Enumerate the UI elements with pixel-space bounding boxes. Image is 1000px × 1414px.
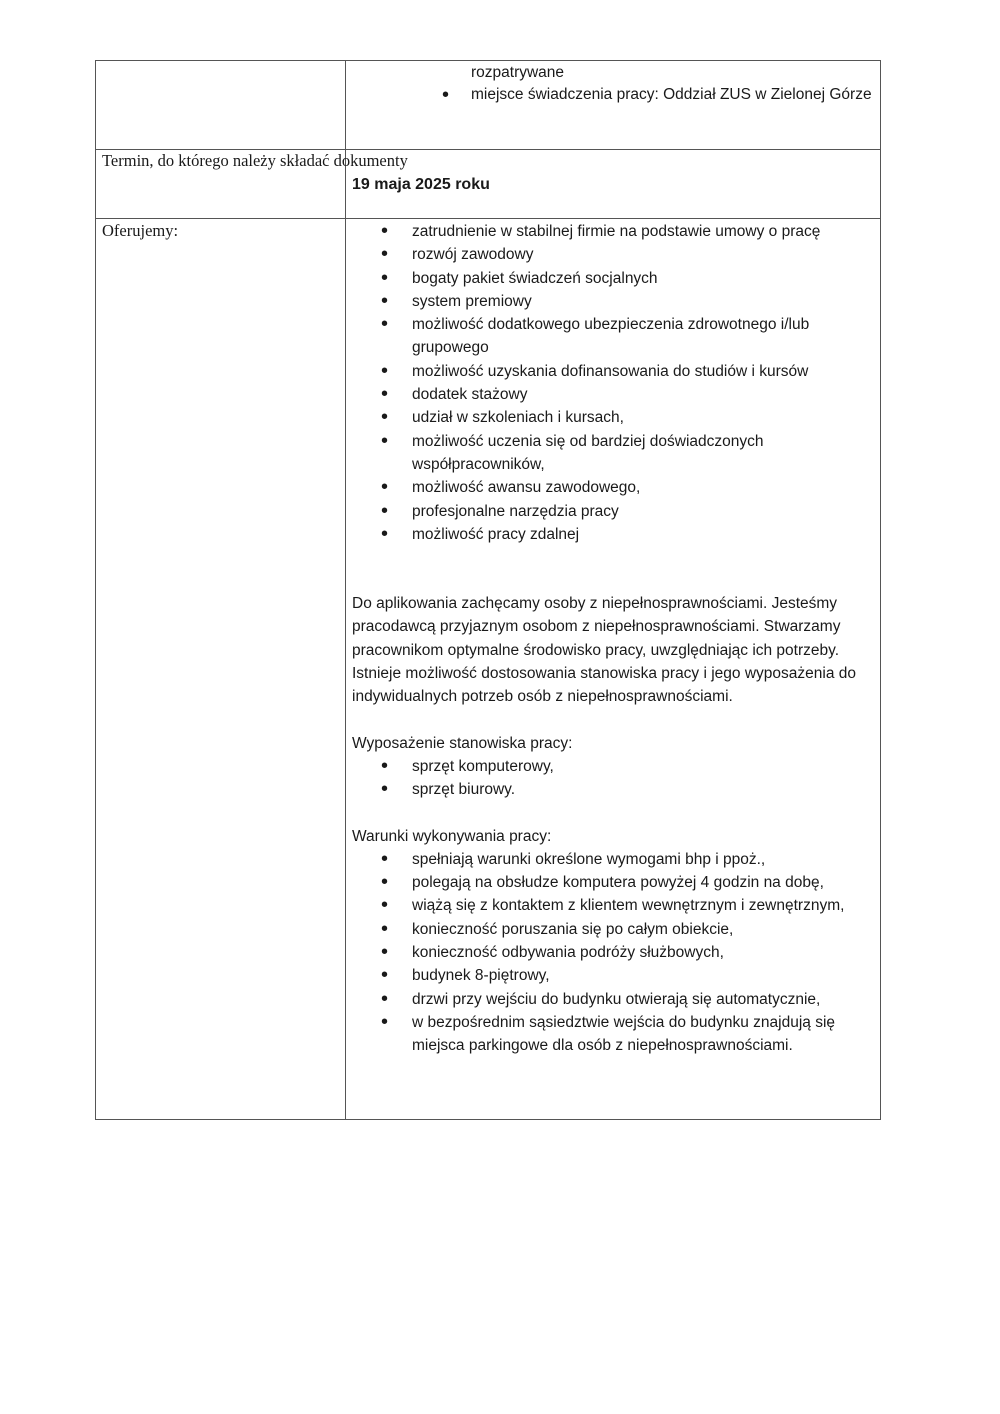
continuation-text: rozpatrywane [471, 64, 565, 81]
list-item: • drzwi przy wejściu do budynku otwierają się automatycznie, [352, 988, 878, 1011]
row-divider [96, 218, 880, 219]
list-item: • profesjonalne narzędzia pracy [352, 500, 878, 523]
list-item: • system premiowy [352, 290, 878, 313]
equipment-title: Wyposażenie stanowiska pracy: [352, 734, 573, 752]
offer-label: Oferujemy: [102, 221, 179, 240]
list-item: • udział w szkoleniach i kursach, [352, 406, 878, 429]
deadline-label: Termin, do którego należy składać dokumenty [102, 151, 408, 170]
conditions-list [352, 848, 878, 1058]
list-item: • konieczność poruszania się po całym obiekcie, [352, 918, 878, 941]
workplace-cell [442, 62, 977, 106]
list-item: • możliwość uzyskania dofinansowania do studiów i kursów [352, 360, 878, 383]
list-item: • sprzęt biurowy. [352, 778, 878, 801]
list-item: • zatrudnienie w stabilnej firmie na podstawie umowy o pracę [352, 220, 878, 243]
list-item: • dodatek stażowy [352, 383, 878, 406]
workplace-text: miejsce świadczenia pracy: Oddział ZUS w Zielonej Górze [471, 86, 872, 103]
disability-paragraph: Do aplikowania zachęcamy osoby z niepełnosprawnościami. Jesteśmy pracodawcą przyjaznym osobom z niepełnosprawnościami. Stwarzamy pracownikom optymalne środowisko pracy, uwzględniając ich potrzeby. Istnieje możliwość dostosowania stanowiska pracy i jego wyposażenia do indywidualnych potrzeb osób z niepełnosprawnościami. [352, 595, 857, 706]
list-item: • możliwość dodatkowego ubezpieczenia zdrowotnego i/lub grupowego [352, 313, 878, 360]
list-item: • w bezpośrednim sąsiedztwie wejścia do budynku znajdują się miejsca parkingowe dla osób z niepełnosprawnościami. [352, 1011, 878, 1058]
list-item: • sprzęt komputerowy, [352, 755, 878, 778]
list-item: • polegają na obsłudze komputera powyżej 4 godzin na dobę, [352, 871, 878, 894]
list-item: • możliwość awansu zawodowego, [352, 476, 878, 499]
bullet-icon: • [442, 84, 450, 106]
list-item: • możliwość pracy zdalnej [352, 523, 878, 546]
equipment-list [352, 755, 878, 802]
column-divider [345, 61, 346, 1119]
list-item: • możliwość uczenia się od bardziej doświadczonych współpracowników, [352, 430, 878, 477]
list-item: • bogaty pakiet świadczeń socjalnych [352, 267, 878, 290]
deadline-value: 19 maja 2025 roku [352, 176, 490, 193]
conditions-title: Warunki wykonywania pracy: [352, 827, 552, 845]
list-item: • budynek 8-piętrowy, [352, 964, 878, 987]
offer-list [352, 220, 878, 546]
list-item: • konieczność odbywania podróży służbowych, [352, 941, 878, 964]
offer-content [352, 220, 878, 1058]
list-item: • rozwój zawodowy [352, 243, 878, 266]
list-item: • spełniają warunki określone wymogami bhp i ppoż., [352, 848, 878, 871]
list-item: • wiążą się z kontaktem z klientem wewnętrznym i zewnętrznym, [352, 894, 878, 917]
job-offer-table [95, 60, 881, 1120]
list-item [442, 84, 977, 106]
